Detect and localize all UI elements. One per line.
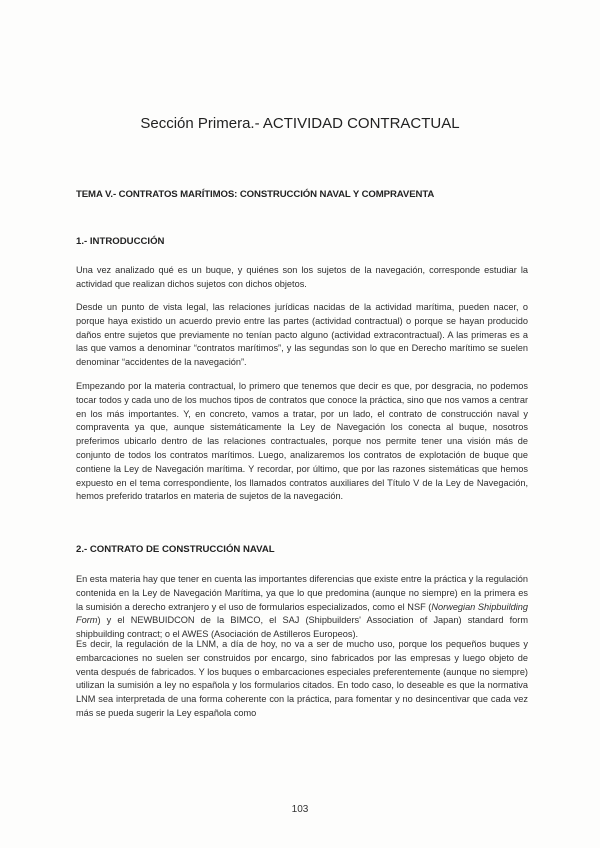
- heading-construccion-naval: 2.- CONTRATO DE CONSTRUCCIÓN NAVAL: [76, 544, 275, 555]
- paragraph: En esta materia hay que tener en cuenta las importantes diferencias que existe entre la práctica y la regulación contenida en la Ley de Navegación Marítima, ya que lo que predomina (aunque no siempre) en la primera es la sumisión a derecho extranjero y el uso de formularios especializados, como el NSF (Norwegian Shipbuilding Form) y el NEWBUIDCON de la BIMCO, el SAJ (Shipbuilders' Association of Japan) standard form shipbuilding contract; o el AWES (Asociación de Astilleros Europeos).: [76, 574, 528, 640]
- paragraph: Desde un punto de vista legal, las relaciones jurídicas nacidas de la actividad marítima, pueden nacer, o porque haya existido un acuerdo previo entre las partes (actividad contractual) o porque se hayan producido daños entre sujetos que previamente no tenían pacto alguno (actividad extracontractual). A las primeras es a las que vamos a denominar “contratos marítimos”, y las segundas son lo que en Derecho marítimo se suelen denominar “accidentes de la navegación”.: [76, 302, 528, 368]
- tema-title: TEMA V.- CONTRATOS MARÍTIMOS: CONSTRUCCIÓN NAVAL Y COMPRAVENTA: [76, 189, 435, 200]
- page-number: 103: [291, 804, 309, 815]
- paragraph: Una vez analizado qué es un buque, y quiénes son los sujetos de la navegación, corresponde estudiar la actividad que realizan dichos sujetos con dichos objetos.: [76, 265, 528, 289]
- section-title: Sección Primera.- ACTIVIDAD CONTRACTUAL: [140, 115, 460, 132]
- heading-introduccion: 1.- INTRODUCCIÓN: [76, 236, 165, 247]
- paragraph: Empezando por la materia contractual, lo primero que tenemos que decir es que, por desgracia, no podemos tocar todos y cada uno de los muchos tipos de contratos que conoce la práctica, sino que nos vamos a centrar en los más importantes. Y, en concreto, vamos a tratar, por un lado, el contrato de construcción naval y compraventa ya que, aunque sistemáticamente la Ley de Navegación los conecta al buque, nosotros preferimos ubicarlo dentro de las relaciones contractuales, porque nos permite tener una visión más de conjunto de todos los contratos marítimos. Luego, analizaremos los contratos de explotación de buque que contiene la Ley de Navegación marítima. Y recordar, por último, que por las razones sistemáticas que hemos expuesto en el tema correspondiente, los llamados contratos auxiliares del Título V de la Ley de Navegación, hemos preferido tratarlos en materia de sujetos de la navegación.: [76, 381, 528, 502]
- paragraph: Es decir, la regulación de la LNM, a día de hoy, no va a ser de mucho uso, porque los pequeños buques y embarcaciones no suelen ser construidos por encargo, sino fabricados por las empresas y luego objeto de venta después de fabricados. Y los buques o embarcaciones especiales preferentemente (aunque no siempre) utilizan la sumisión a ley no española y los formularios citados. En todo caso, lo deseable es que la normativa LNM sea interpretada de una forma coherente con la práctica, para fomentar y no desincentivar que cada vez más se pueda sugerir la Ley española como: [76, 639, 528, 718]
